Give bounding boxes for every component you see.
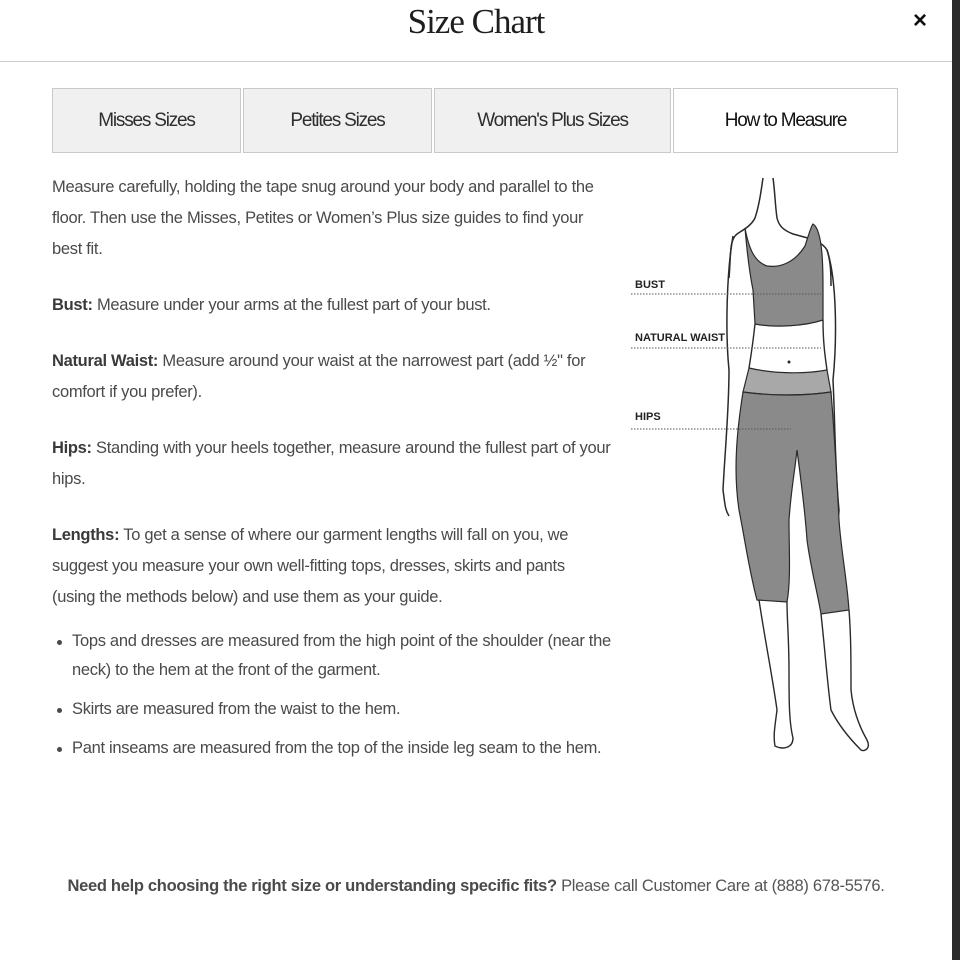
lengths-instruction xyxy=(52,520,612,613)
bust-instruction xyxy=(52,290,612,321)
bust-text: Measure under your arms at the fullest part of your bust. xyxy=(92,296,491,314)
waist-figure-label: NATURAL WAIST xyxy=(635,332,726,344)
footer-help-question: Need help choosing the right size or understanding specific fits? xyxy=(67,877,557,895)
list-item: Skirts are measured from the waist to the hem. xyxy=(52,695,612,724)
waist-label: Natural Waist: xyxy=(52,352,159,370)
tab-how-to-measure[interactable]: How to Measure xyxy=(673,88,898,153)
scrollbar[interactable] xyxy=(952,0,960,960)
list-item: Pant inseams are measured from the top of the inside leg seam to the hem. xyxy=(52,734,612,763)
body-illustration xyxy=(625,170,885,770)
lengths-label: Lengths: xyxy=(52,526,120,544)
hips-figure-label: HIPS xyxy=(635,411,661,423)
customer-care-note xyxy=(0,877,952,896)
garment-leggings xyxy=(736,392,849,614)
garment-waistband xyxy=(743,368,831,395)
navel xyxy=(788,361,791,364)
garment-top xyxy=(745,224,823,326)
page-title: Size Chart xyxy=(407,2,545,41)
left-arm xyxy=(723,236,733,516)
lengths-text: To get a sense of where our garment lengths will fall on you, we suggest you measure your own well-fitting tops, dresses, skirts and pants (using the methods below) and use them as your guide. xyxy=(52,526,569,606)
hips-instruction xyxy=(52,433,612,495)
hips-label: Hips: xyxy=(52,439,92,457)
body-measure-figure xyxy=(625,170,885,770)
footer-contact: Please call Customer Care at (888) 678-5576. xyxy=(556,877,885,895)
tab-misses-sizes[interactable]: Misses Sizes xyxy=(52,88,241,153)
measure-instructions xyxy=(52,172,612,773)
waist-instruction xyxy=(52,346,612,408)
modal-header xyxy=(0,0,952,62)
right-lower-leg xyxy=(821,610,868,751)
tab-petites-sizes[interactable]: Petites Sizes xyxy=(243,88,432,153)
hips-text: Standing with your heels together, measure around the fullest part of your hips. xyxy=(52,439,611,488)
intro-text: Measure carefully, holding the tape snug around your body and parallel to the floor. Then use the Misses, Petites or Women’s Plus size guides to find your best fit. xyxy=(52,178,594,258)
lengths-list xyxy=(52,627,612,763)
left-lower-leg xyxy=(759,600,793,748)
bust-label: Bust: xyxy=(52,296,93,314)
list-item: Tops and dresses are measured from the high point of the shoulder (near the neck) to the hem at the front of the garment. xyxy=(52,627,612,685)
size-tabs xyxy=(52,88,898,153)
bust-figure-label: BUST xyxy=(635,279,665,291)
close-icon[interactable]: × xyxy=(912,7,927,34)
tab-womens-plus-sizes[interactable]: Women's Plus Sizes xyxy=(434,88,671,153)
waist-text: Measure around your waist at the narrowest part (add ½" for comfort if you prefer). xyxy=(52,352,586,401)
